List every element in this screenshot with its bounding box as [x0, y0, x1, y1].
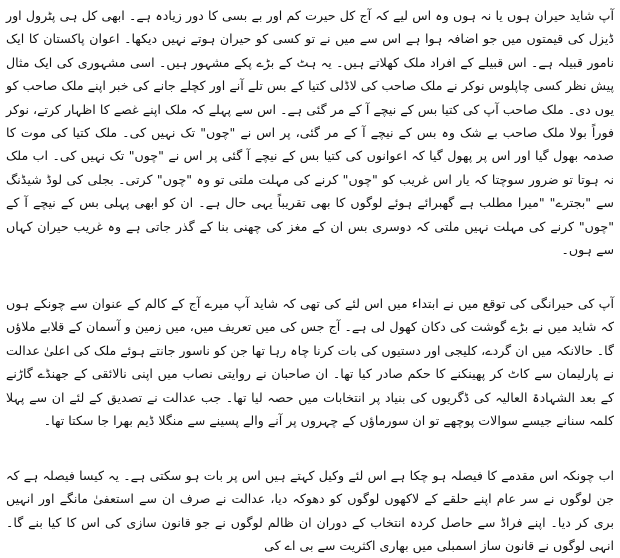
- article-paragraph-3: اب چونکہ اس مقدمے کا فیصلہ ہو چکا ہے اس لئے وکیل کہتے ہیں اس پر بات ہو سکتی ہے۔ یہ کیسا فیصلہ ہے کہ جن لوگوں نے سر عام اپنے حلقے کے لاکھوں لوگوں کو دھوکہ دیا، عدالت نے صرف ان سے استعفیٰ مانگے اور انہیں بری کر دیا۔ اپنے فراڈ سے حاصل کردہ انتخاب کے دوران ان ظالم لوگوں نے جو قانون سازی کی اس کا کیا بنے گا۔ انہی لوگوں نے قانون ساز اسمبلی میں بھاری اکثریت سے بی اے کی: [6, 468, 614, 554]
- article-paragraph-1: آپ شاید حیران ہوں یا نہ ہوں وہ اس لیے کہ آج کل حیرت کم اور بے بسی کا دور زیادہ ہے۔ ابھی کل ہی پٹرول اور ڈیزل کی قیمتوں میں جو اضافہ ہوا ہے اس سے میں نے تو کسی کو حیران ہوتے نہیں دیکھا۔ اعوان پاکستان کا ایک نامور قبیلہ ہے۔ اس قبیلے کے افراد ملک کھلاتے ہیں۔ یہ ہٹ کے بڑے پکے مشہور ہیں۔ اسی مشہوری کی ایک مثال پیش نظر کسی چاپلوس نوکر نے ملک صاحب کی لاڈلی کتیا کے بس تلے آنے اور کچلے جانے کی خبر اپنے ملک صاحب کو یوں دی۔ ملک صاحب آپ کی کتیا بس کے نیچے آ کے مر گئی ہے۔ اس سے پہلے کہ ملک اپنے غصے کا اظہار کرتے، نوکر فوراً بولا ملک صاحب بے شک وہ بس کے نیچے آ کے مر گئی، پر اس نے "چوں" تک نہیں کی۔ ملک کتیا کی موت کا صدمہ بھول گیا اور اس پر پھول گیا کہ اعوانوں کی کتیا بس کے نیچے آ گئی پر اس نے "چوں" تک نہیں کی۔ اب ملک نہ ہوتا تو ضرور سوچتا کہ یار اس غریب کو "چوں" کرنے کی مہلت ملتی تو وہ "چوں" کرتی۔ بجلی کی لوڈ شیڈنگ سے "بجترے" "میرا مطلب ہے گھبرائے ہوئے لوگوں کا بھی تقریباً یہی حال ہے۔ ان کو ابھی پہلی بس کے نیچے آ کے "چوں" کرنے کی مہلت نہیں ملتی کہ دوسری بس ان کے مغز کی چھنی بنا کے گذر جاتی ہے وہ غریب حیران کہاں سے ہوں۔: [6, 8, 614, 258]
- article-paragraph-2: آپ کی حیرانگی کی توقع میں نے ابتداء میں اس لئے کی تھی کہ شاید آپ میرے آج کے کالم کے عنوان سے چونکے ہوں کہ شاید میں نے بڑے گوشت کی دکان کھول لی ہے۔ آج جس کی میں تعریف میں، میں زمین و آسمان کے قلابے ملاؤں گا۔ حالانکہ میں ان گردے، کلیجی اور دستیوں کی بات کرنا چاہ رہا تھا جن کو ناسور جانتے ہوئے ملک کی اعلیٰ عدالت نے پارلیمان سے کاٹ کر پھینکنے کا حکم صادر کیا تھا۔ ان صاحبان نے روایتی نصاب میں اپنی نالائقی کے جھنڈے گاڑنے کے بعد الشہادۃ العالیہ کی ڈگریوں کی بنیاد پر انتخابات میں حصہ لیا تھا۔ جب عدالت نے تصدیق کے لئے ان سے پہلا کلمہ سنانے جیسے سوالات پوچھے تو ان سورماؤں کے چہروں پر آنے والے پسینے سے منگلا ڈیم بھرا جا سکتا تھا۔: [6, 296, 614, 429]
